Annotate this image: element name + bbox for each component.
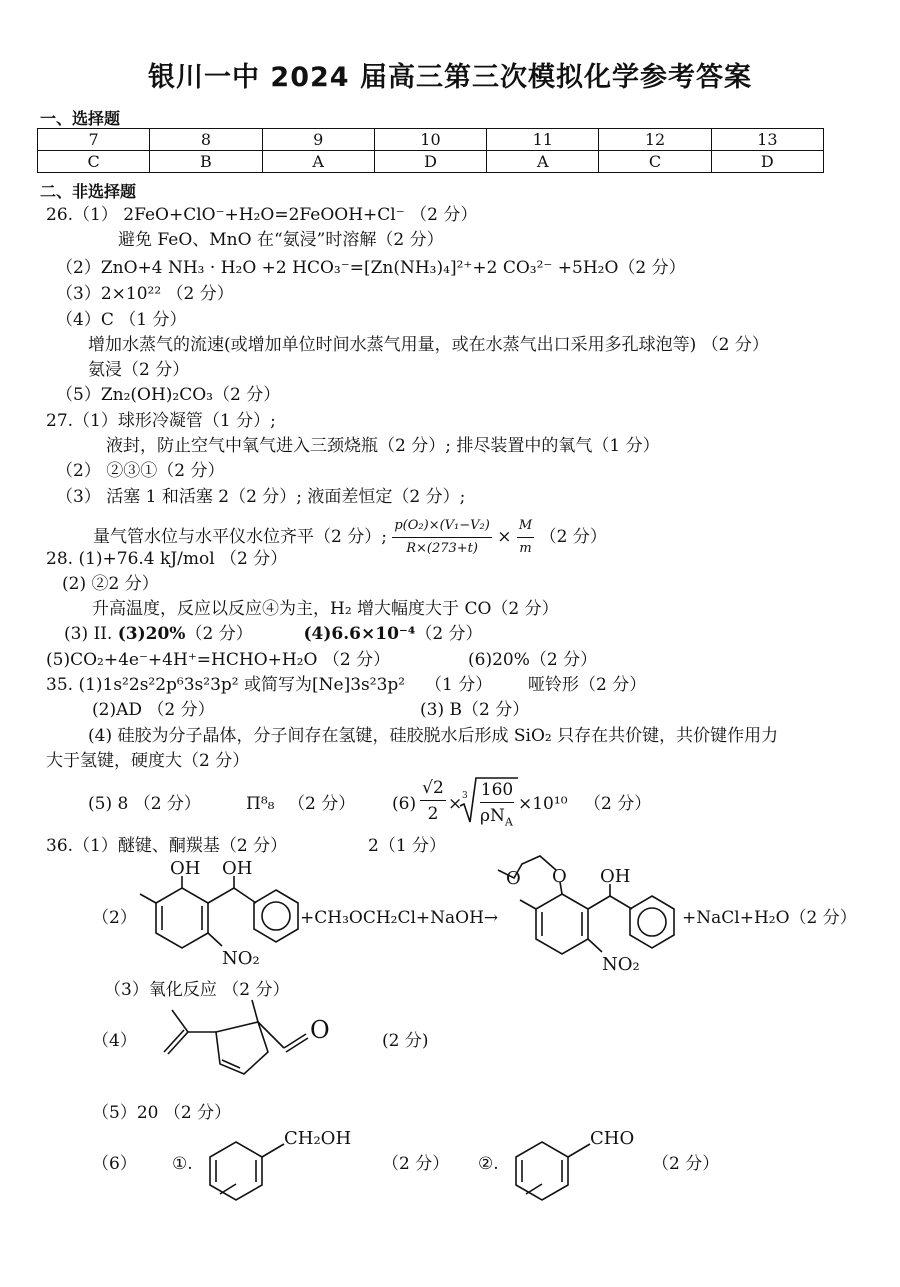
q35-line-6-label: (6) [392,794,417,814]
q36-6-c: ②. [478,1154,499,1174]
table-cell: A [262,151,374,173]
q26-line-4: （3）2×10²² （2 分） [56,284,234,304]
table-cell: B [150,151,262,173]
q35-two: 2 [427,804,439,824]
q28-4-b: (3)20% [117,624,186,644]
product-structure [492,852,692,977]
q36-line-1a: 36.（1）醚键、酮羰基（2 分） [46,836,288,856]
o-label: O [506,868,521,889]
answer-table [37,128,824,173]
q26-1-answer: 2FeO+ClO⁻+H₂O=2FeOOH+Cl⁻ （2 分） [123,205,478,225]
q36-2-products: +NaCl+H₂O（2 分） [682,908,857,928]
q28-line-5a: (5)CO₂+4e⁻+4H⁺=HCHO+H₂O （2 分） [46,650,391,670]
table-cell: 9 [262,129,374,151]
table-cell: 11 [487,129,599,151]
q35-ten-power: ×10¹⁰ [518,794,568,814]
q35-sub-a: A [504,815,513,829]
q35-line-5c: （2 分） [288,794,356,814]
q26-line-2: 避免 FeO、MnO 在“氨浸”时溶解（2 分） [118,230,444,250]
q35-line-2b: (3) B（2 分） [420,700,530,720]
answer-table-answers [38,151,824,173]
q36-2-label: （2） [92,908,137,928]
q36-4-structure [128,992,338,1082]
table-cell: C [599,151,711,173]
q35-line-2a: (2)AD （2 分） [92,700,215,720]
oh-label: OH [222,858,253,879]
q35-160: 160 [480,780,514,800]
q36-line-3: （3）氧化反应 （2 分） [104,980,290,1000]
q35-line-3: (4) 硅胶为分子晶体，分子间存在氢键，硅胶脱水后形成 SiO₂ 只存在共价键，共价键作用力 [88,726,779,746]
q36-4-points: (2 分) [382,1031,429,1051]
table-cell: D [711,151,823,173]
fraction-denominator: m [519,541,532,556]
q27-formula-fraction-2 [517,515,534,560]
q26-line-7: 氨浸（2 分） [88,360,190,380]
q36-line-5: （5）20 （2 分） [92,1103,232,1123]
q27-line-4: （3） 活塞 1 和活塞 2（2 分）; 液面差恒定（2 分）; [56,487,466,507]
q35-line-5a: (5) 8 （2 分） [88,794,201,814]
table-cell: 8 [150,129,262,151]
q26-line-8: （5）Zn₂(OH)₂CO₃（2 分） [56,385,281,405]
ch2oh-label: CH₂OH [284,1128,352,1149]
oh-label: OH [600,866,631,887]
oh-label: OH [170,858,201,879]
q36-6-label: （6） [92,1154,137,1174]
q26-line-6: 增加水蒸气的流速(或增加单位时间水蒸气用量，或在水蒸气出口采用多孔球泡等) （2 分） [88,335,769,355]
times-sign: × [497,527,512,547]
q26-line-5: （4）C （1 分） [56,310,187,330]
q36-4-label: （4） [92,1031,137,1051]
fraction-denominator: R×(273+t) [406,541,478,556]
table-cell: 12 [599,129,711,151]
q36-2-reagents: +CH₃OCH₂Cl+NaOH→ [300,908,499,928]
table-cell: C [38,151,150,173]
q28-4-c: （2 分） [185,624,253,644]
q35-rho-na [480,806,520,829]
q35-sqrt2: √2 [422,778,444,798]
q35-line-4: 大于氢键，硬度大（2 分） [46,751,250,771]
o-label: O [552,866,567,887]
section-1-heading: 一、选择题 [40,109,121,128]
q36-6-b: （2 分） [382,1154,450,1174]
no2-label: NO₂ [602,954,640,975]
table-cell: D [374,151,486,173]
q28-line-2: (2) ②2 分） [62,574,159,594]
q27-line-3: （2） ②③①（2 分） [56,461,225,481]
q36-6-d: （2 分） [652,1154,720,1174]
q27-formula-fraction [392,515,491,560]
table-cell: A [487,151,599,173]
q36-6-a: ①. [172,1154,193,1174]
q28-4-d: (4)6.6×10⁻⁴ [303,624,416,644]
o-label: O [310,1016,330,1044]
q35-line-6-points: （2 分） [584,794,652,814]
fraction-bar [420,800,446,801]
table-cell: 13 [711,129,823,151]
q28-line-5b: (6)20%（2 分） [468,650,598,670]
q27-5-text: 量气管水位与水平仪水位齐平（2 分）; [93,527,387,547]
q35-rho-n: ρN [480,806,505,826]
q35-line-1b: （1 分） [425,675,493,695]
cho-label: CHO [590,1128,635,1149]
table-cell: 10 [374,129,486,151]
q28-line-3: 升高温度，反应以反应④为主，H₂ 增大幅度大于 CO（2 分） [92,599,559,619]
q28-line-4 [64,624,483,644]
svg-text:3: 3 [462,791,468,801]
q26-line-3: （2）ZnO+4 NH₃ · H₂O +2 HCO₃⁻=[Zn(NH₃)₄]²⁺+2 CO₃²⁻ +5H₂O（2 分） [56,258,686,278]
no2-label: NO₂ [222,948,260,969]
q35-pi-symbol: Π⁸₈ [246,794,275,814]
q28-line-1: 28. (1)+76.4 kJ/mol （2 分） [46,549,288,569]
q36-line-1b: 2（1 分） [368,836,447,856]
q27-line-2: 液封，防止空气中氧气进入三颈烧瓶（2 分）; 排尽装置中的氧气（1 分） [106,436,660,456]
answer-table-numbers [38,129,824,151]
times-sign: × [448,794,463,814]
benzaldehyde-structure [506,1126,666,1206]
q28-4-a: (3) II. [64,624,118,644]
q26-line-1 [46,205,477,225]
benzyl-alcohol-structure [200,1126,380,1206]
fraction-bar [480,802,514,803]
fraction-numerator: p(O₂)×(V₁−V₂) [392,515,491,538]
q35-line-1a: 35. (1)1s²2s²2p⁶3s²3p² 或简写为[Ne]3s²3p² [46,675,406,695]
fraction-numerator: M [517,515,534,538]
q27-5-points: （2 分） [539,527,607,547]
reactant-structure [130,860,310,975]
section-2-heading: 二、非选择题 [40,182,137,201]
table-cell: 7 [38,129,150,151]
page-title: 银川一中 2024 届高三第三次模拟化学参考答案 [148,62,752,93]
q26-number: 26.（1） [46,205,118,225]
q28-4-e: （2 分） [415,624,483,644]
q27-line-1: 27.（1）球形冷凝管（1 分）; [46,411,276,431]
q35-line-1c: 哑铃形（2 分） [528,675,647,695]
